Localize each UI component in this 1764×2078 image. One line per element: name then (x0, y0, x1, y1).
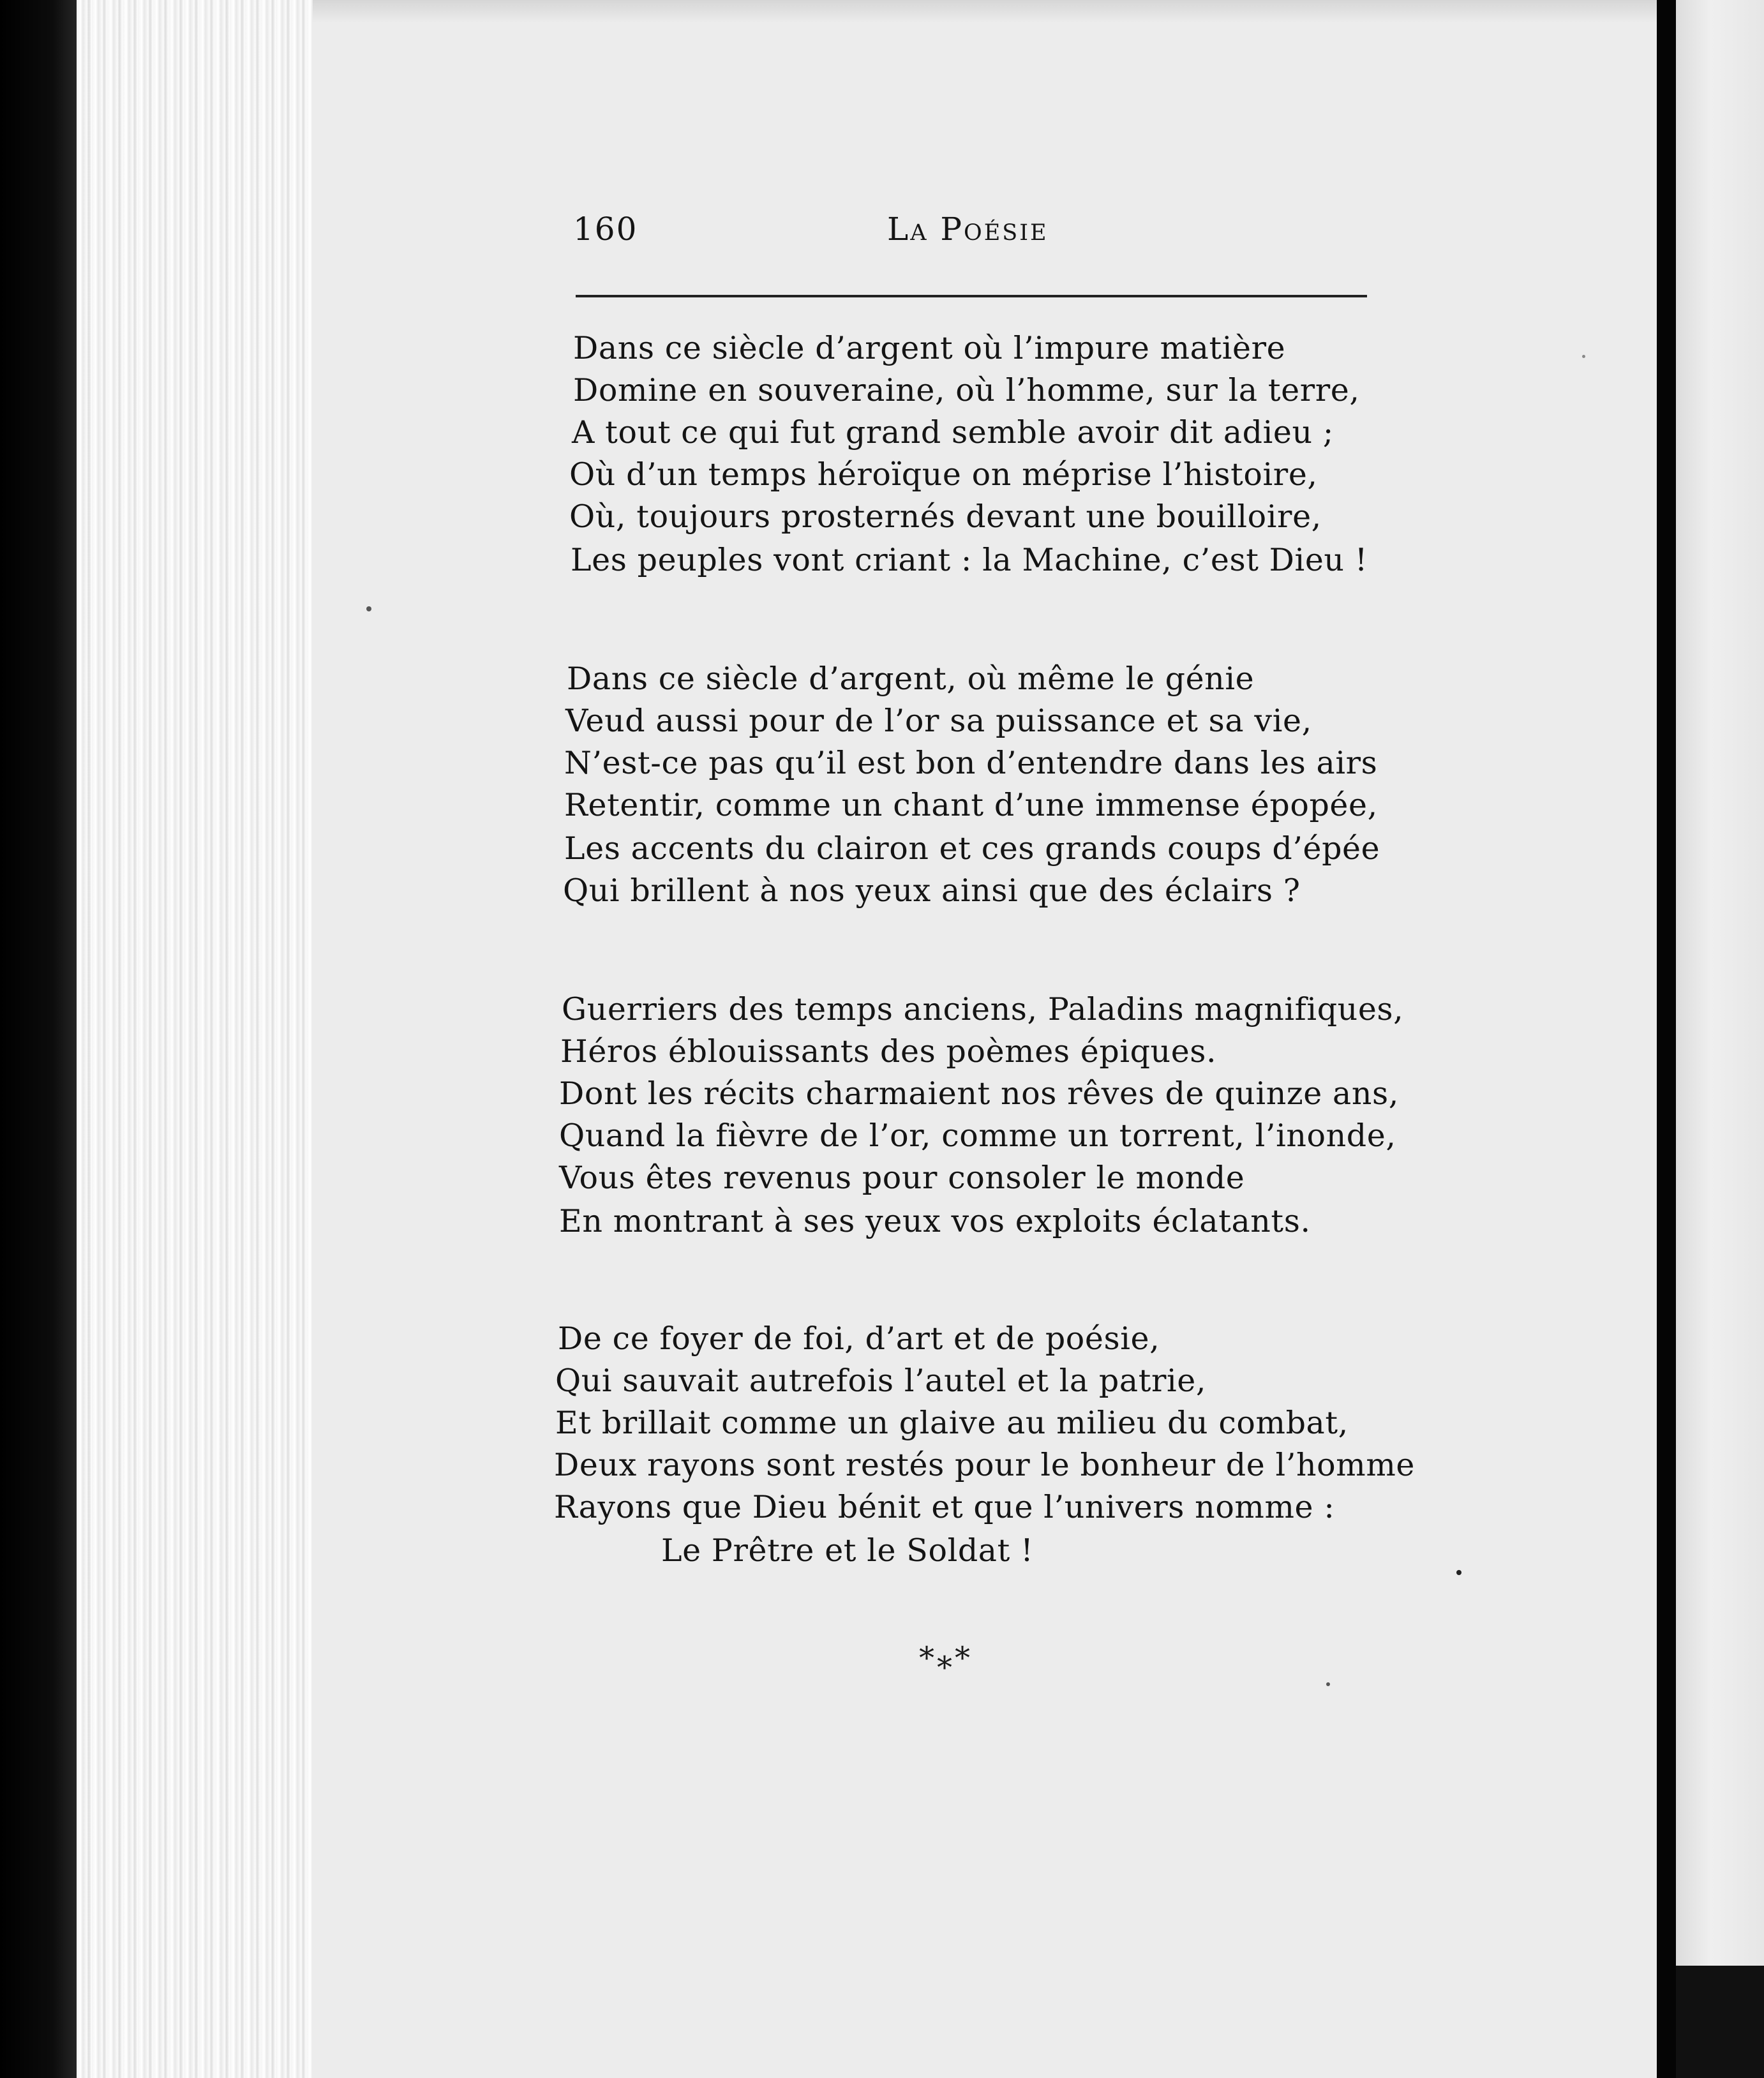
verse-line: Quand la fièvre de l’or, comme un torrent, l’inonde, (559, 1117, 1396, 1154)
verse-line: Dont les récits charmaient nos rêves de quinze ans, (559, 1075, 1399, 1112)
verse-line: Qui sauvait autrefois l’autel et la patrie, (555, 1363, 1207, 1399)
verse-line: Où, toujours prosternés devant une bouilloire, (569, 498, 1322, 535)
verse-line: Dans ce siècle d’argent, où même le génie (567, 661, 1255, 697)
verse-line: De ce foyer de foi, d’art et de poésie, (558, 1320, 1160, 1357)
verse-line: En montrant à ses yeux vos exploits éclatants. (559, 1203, 1311, 1239)
verse-line: Qui brillent à nos yeux ainsi que des éclairs ? (563, 872, 1301, 909)
verse-line: Héros éblouissants des poèmes épiques. (560, 1033, 1217, 1070)
verse-line: Les accents du clairon et ces grands coups d’épée (564, 830, 1380, 867)
verse-line: Deux rayons sont restés pour le bonheur de l’homme (554, 1447, 1415, 1483)
verse-line: A tout ce qui fut grand semble avoir dit adieu ; (572, 414, 1334, 451)
verse-line: Et brillait comme un glaive au milieu du combat, (555, 1405, 1349, 1441)
page-number: 160 (573, 211, 638, 248)
verse-line: Veud aussi pour de l’or sa puissance et sa vie, (565, 703, 1312, 739)
verse-line: Les peuples vont criant : la Machine, c’est Dieu ! (571, 542, 1368, 578)
verse-line: Dans ce siècle d’argent où l’impure matière (573, 330, 1286, 366)
verse-line: N’est-ce pas qu’il est bon d’entendre dans les airs (564, 745, 1378, 781)
verse-line: Rayons que Dieu bénit et que l’univers nomme : (554, 1489, 1335, 1525)
verse-line: Guerriers des temps anciens, Paladins magnifiques, (562, 991, 1404, 1028)
verse-line: Vous êtes revenus pour consoler le monde (559, 1160, 1245, 1196)
paper-speck (1326, 1682, 1330, 1686)
paper-speck (366, 606, 371, 611)
verse-line: Le Prêtre et le Soldat ! (661, 1532, 1034, 1569)
verse-line: Retentir, comme un chant d’une immense épopée, (564, 787, 1378, 823)
verse-line: Où d’un temps héroïque on méprise l’histoire, (569, 456, 1318, 493)
paper-speck (1582, 355, 1585, 358)
running-title: La Poésie (887, 211, 1049, 248)
asterism-ornament: *⁎* (919, 1640, 973, 1676)
paper-speck (1456, 1570, 1461, 1575)
verse-line: Domine en souveraine, où l’homme, sur la terre, (573, 372, 1360, 408)
